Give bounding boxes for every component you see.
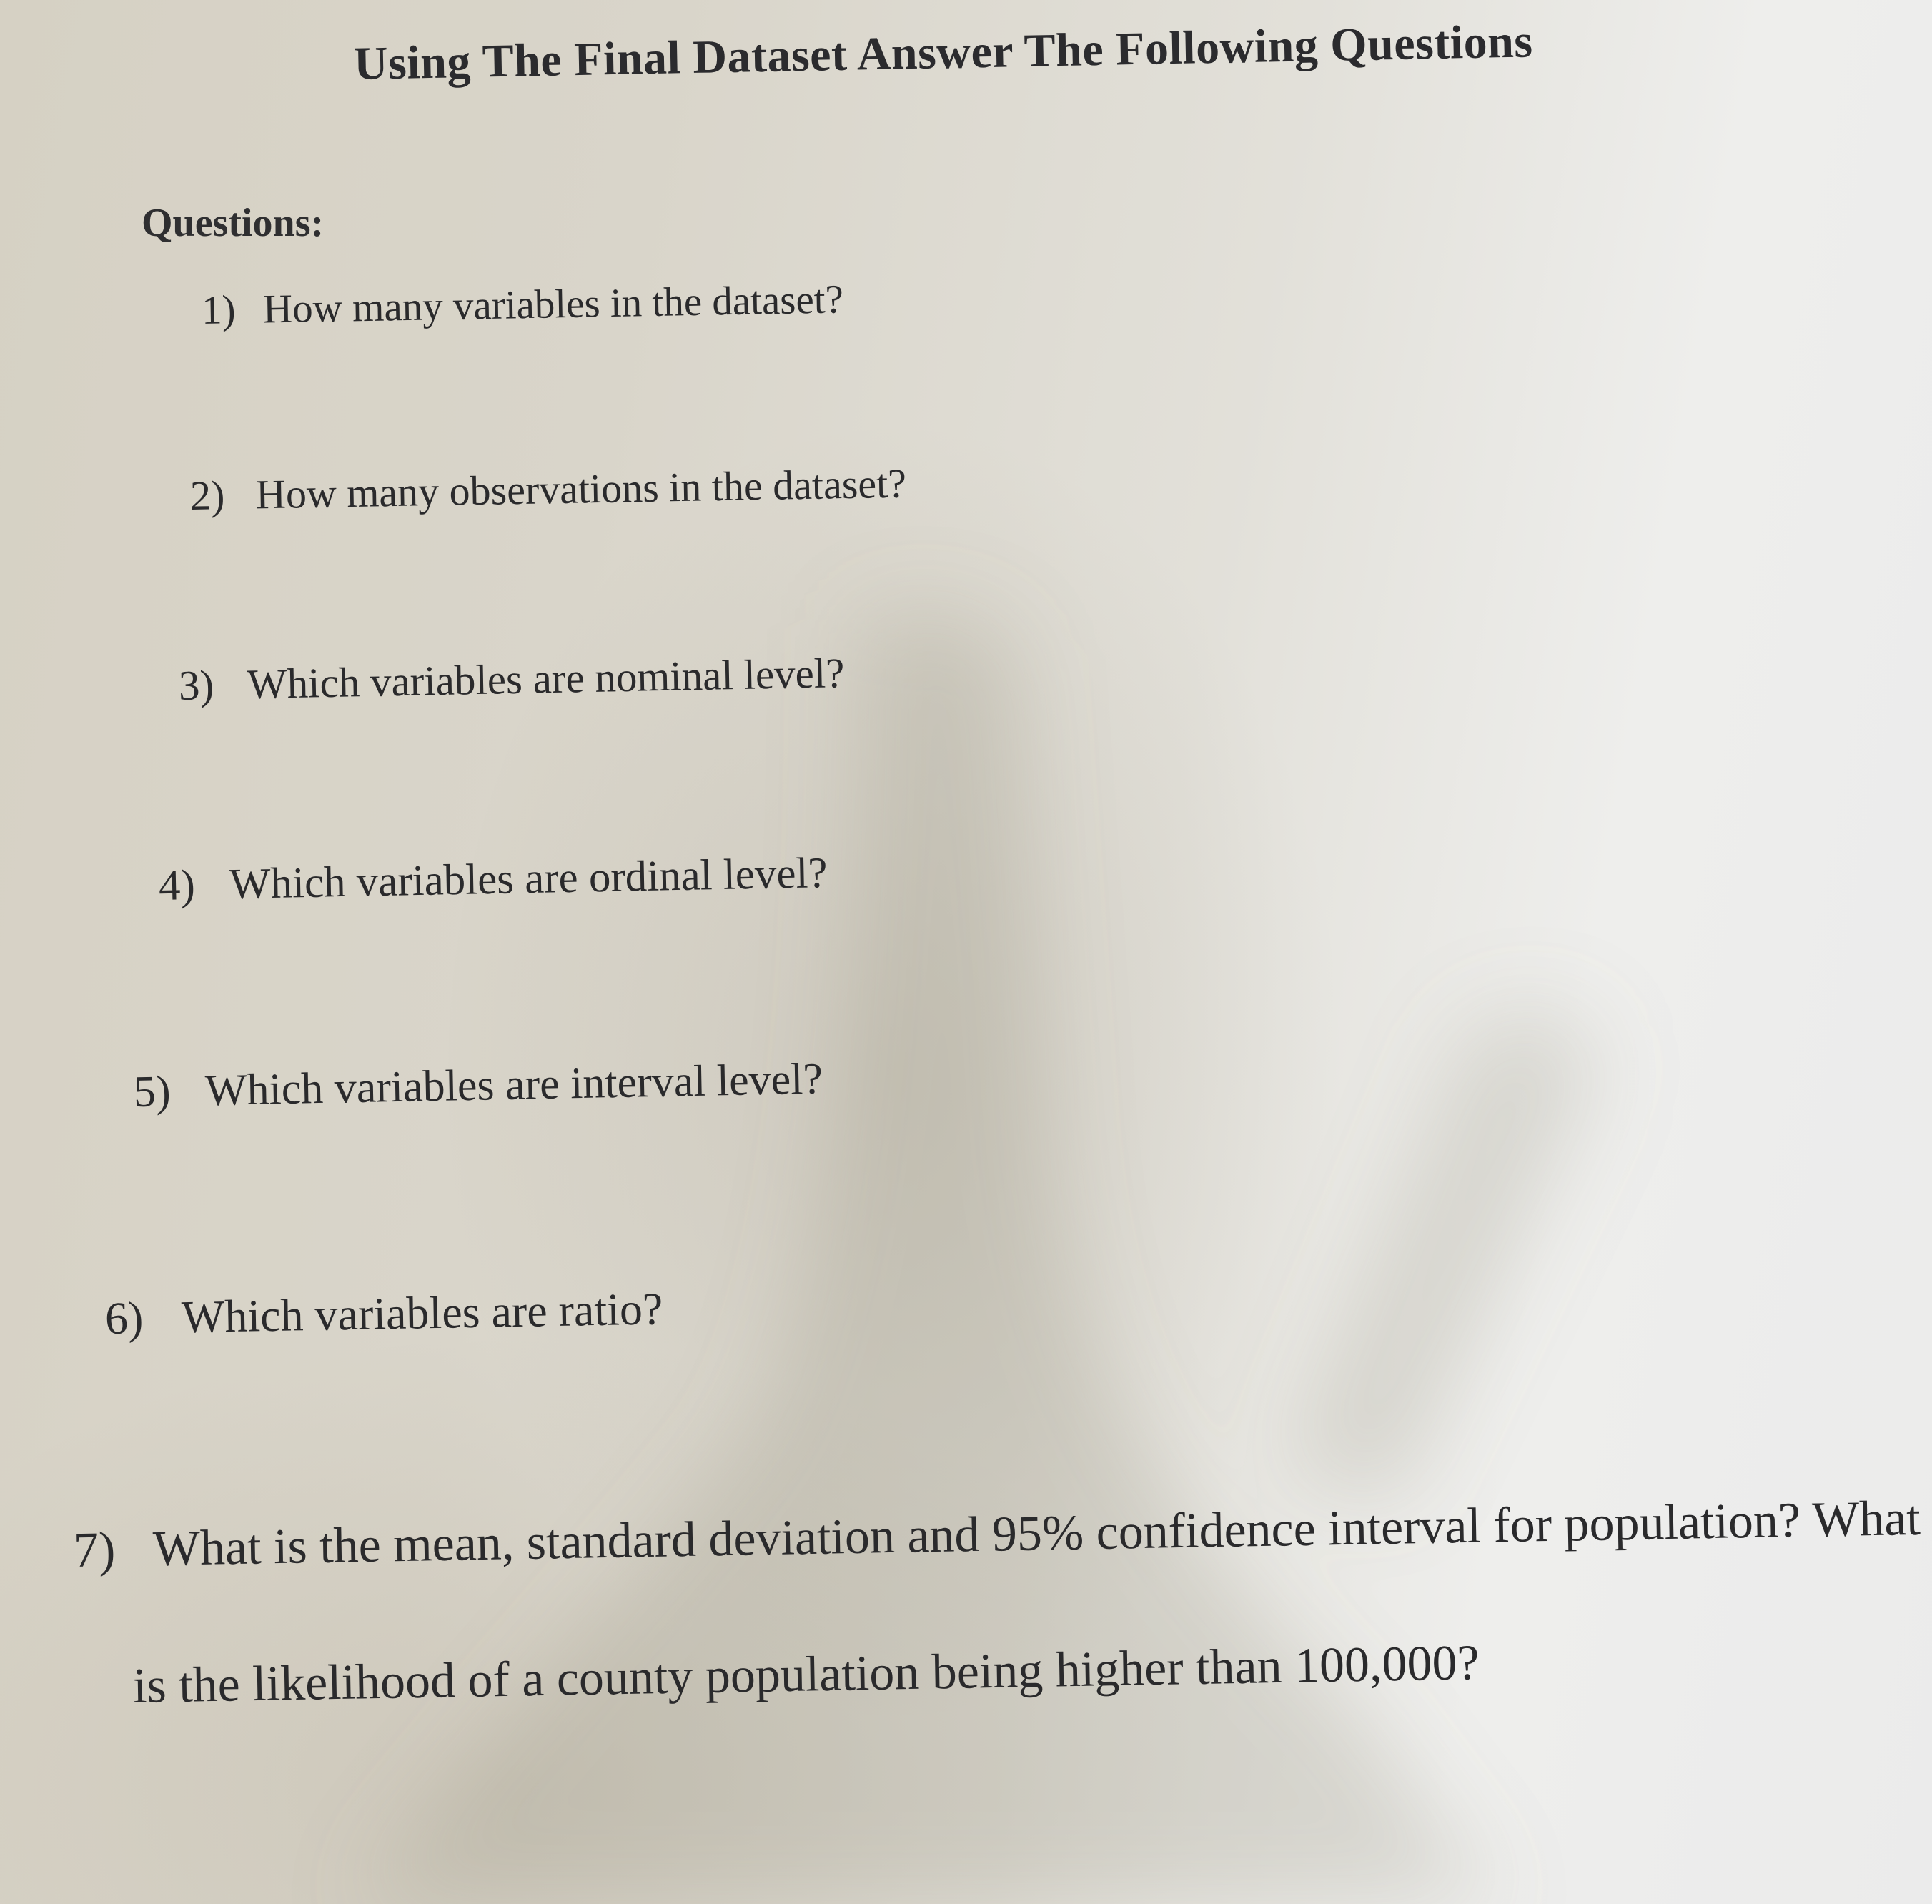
question-text: How many variables in the dataset?	[262, 277, 844, 332]
question-5	[133, 1053, 823, 1117]
question-2	[189, 460, 906, 520]
questions-heading: Questions:	[142, 201, 325, 245]
question-7	[73, 1490, 1921, 1580]
question-number: 1)	[201, 287, 237, 333]
question-text: Which variables are interval level?	[204, 1054, 823, 1116]
question-1	[201, 276, 843, 334]
question-4	[158, 848, 828, 911]
page-title: Using The Final Dataset Answer The Following Questions	[353, 15, 1534, 90]
question-number: 2)	[189, 472, 225, 519]
question-6	[104, 1282, 663, 1345]
question-3	[178, 648, 845, 710]
question-text: Which variables are ratio?	[181, 1283, 663, 1343]
question-text: What is the mean, standard deviation and 95% confidence interval for population? What	[152, 1490, 1921, 1577]
question-number: 5)	[133, 1067, 172, 1116]
question-7-continuation: is the likelihood of a county population being higher than 100,000?	[132, 1635, 1480, 1714]
question-text: How many observations in the dataset?	[255, 460, 907, 518]
question-text: Which variables are ordinal level?	[229, 849, 828, 909]
question-number: 4)	[158, 861, 196, 910]
question-number: 6)	[104, 1292, 144, 1344]
question-number: 3)	[178, 661, 214, 709]
question-number: 7)	[73, 1522, 116, 1578]
question-text: Which variables are nominal level?	[247, 649, 845, 708]
